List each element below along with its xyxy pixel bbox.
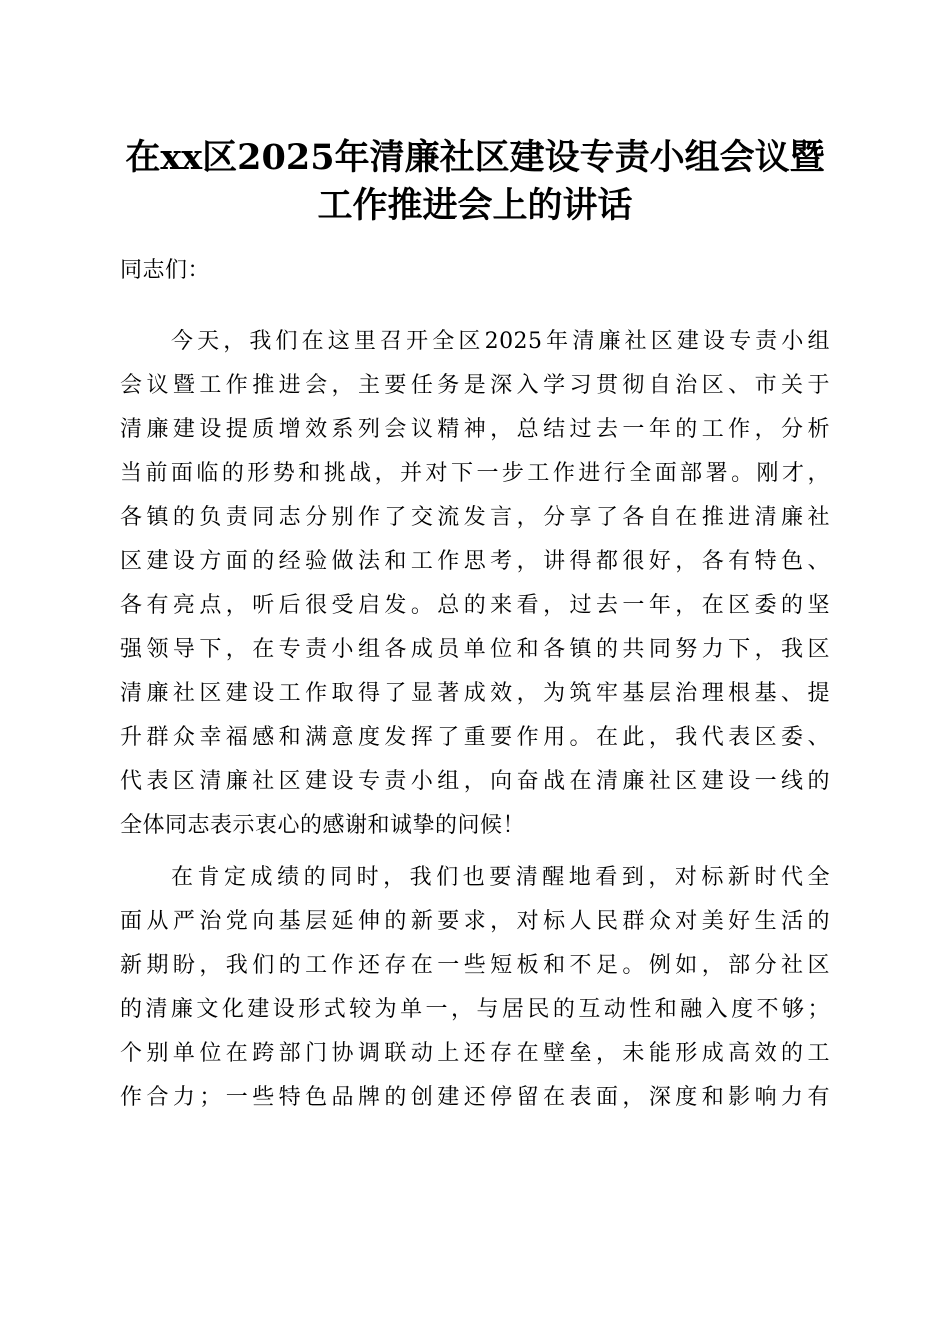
title-line-1: 在xx区2025年清廉社区建设专责小组会议暨 [125, 137, 825, 178]
paragraph-1-line: 各镇的负责同志分别作了交流发言，分享了各自在推进清廉社 [120, 505, 830, 530]
paragraph-2-line: 作合力；一些特色品牌的创建还停留在表面，深度和影响力有 [120, 1085, 830, 1110]
paragraph-1-line: 今天，我们在这里召开全区2025年清廉社区建设专责小组 [171, 329, 830, 354]
paragraph-1-line: 清廉建设提质增效系列会议精神，总结过去一年的工作，分析 [120, 417, 830, 442]
title-line-2: 工作推进会上的讲话 [317, 185, 633, 226]
paragraph-1-line: 各有亮点，听后很受启发。总的来看，过去一年，在区委的坚 [120, 593, 830, 618]
paragraph-1-line: 清廉社区建设工作取得了显著成效，为筑牢基层治理根基、提 [120, 681, 830, 706]
paragraph-2-line: 的清廉文化建设形式较为单一，与居民的互动性和融入度不够； [120, 997, 830, 1022]
paragraph-2-line: 在肯定成绩的同时，我们也要清醒地看到，对标新时代全 [171, 865, 830, 890]
paragraph-2-line: 新期盼，我们的工作还存在一些短板和不足。例如，部分社区 [120, 953, 830, 978]
paragraph-2-line: 面从严治党向基层延伸的新要求，对标人民群众对美好生活的 [120, 909, 830, 934]
paragraph-1-line: 当前面临的形势和挑战，并对下一步工作进行全面部署。刚才， [120, 461, 830, 486]
paragraph-2-line: 个别单位在跨部门协调联动上还存在壁垒，未能形成高效的工 [120, 1041, 830, 1066]
paragraph-1-line: 全体同志表示衷心的感谢和诚挚的问候！ [120, 813, 526, 838]
paragraph-1-line: 代表区清廉社区建设专责小组，向奋战在清廉社区建设一线的 [120, 769, 830, 794]
paragraph-1-line: 升群众幸福感和满意度发挥了重要作用。在此，我代表区委、 [120, 725, 830, 750]
paragraph-1-line: 会议暨工作推进会，主要任务是深入学习贯彻自治区、市关于 [120, 373, 830, 398]
salutation: 同志们： [120, 258, 211, 283]
paragraph-1-line: 区建设方面的经验做法和工作思考，讲得都很好，各有特色、 [120, 549, 830, 574]
paragraph-1-line: 强领导下，在专责小组各成员单位和各镇的共同努力下，我区 [120, 637, 830, 662]
